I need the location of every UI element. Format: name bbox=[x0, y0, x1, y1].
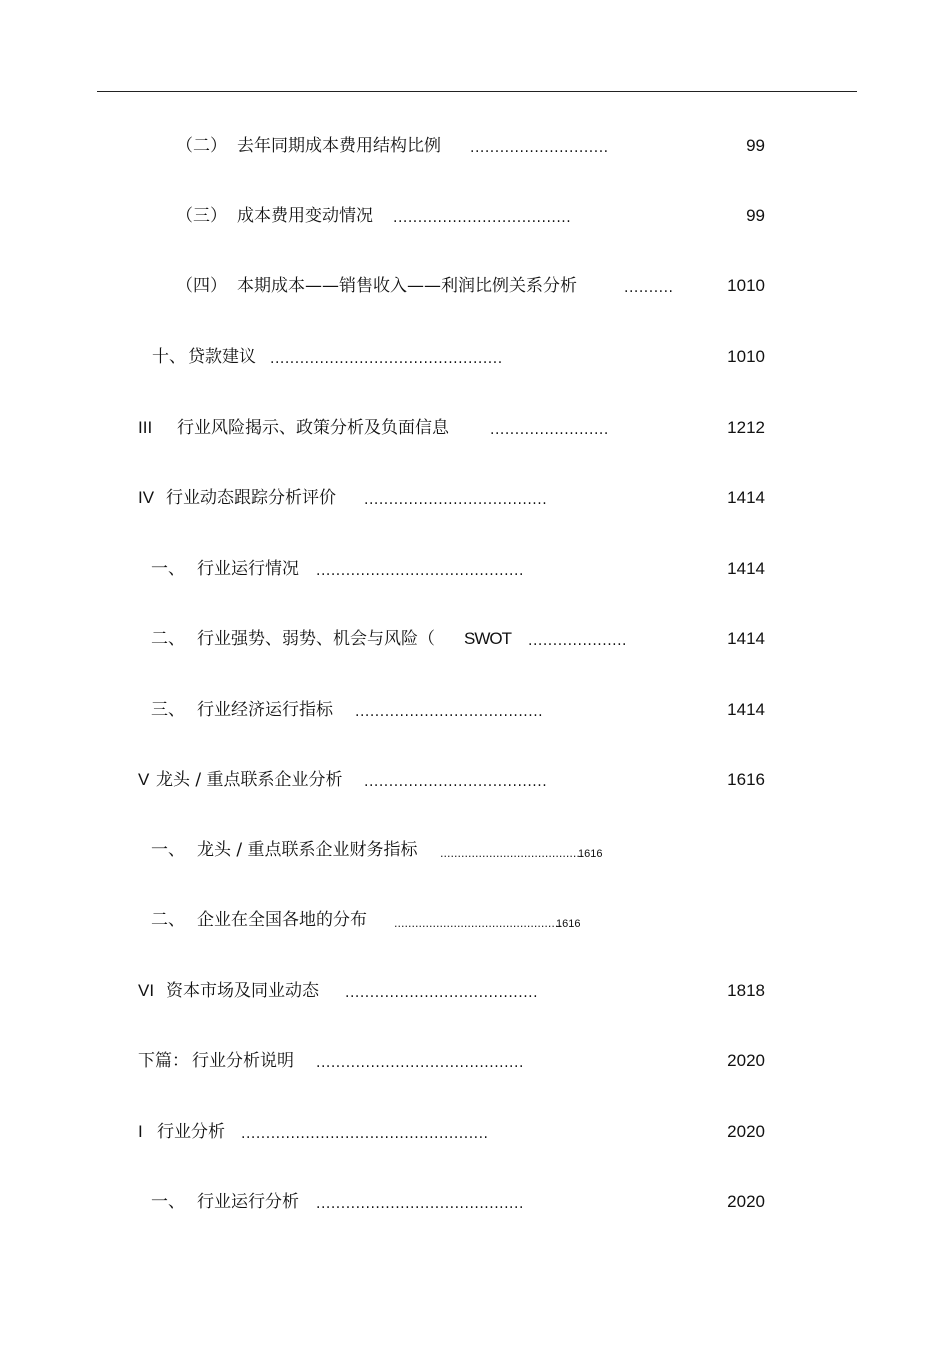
toc-entry[interactable] bbox=[0, 627, 765, 651]
toc-title: 行业经济运行指标 bbox=[197, 700, 333, 720]
toc-page: 1414 bbox=[727, 629, 765, 648]
toc-entry[interactable] bbox=[0, 345, 765, 369]
toc-number: 十、 bbox=[152, 347, 186, 367]
toc-entry[interactable] bbox=[0, 134, 765, 158]
toc-page: 2020 bbox=[727, 1192, 765, 1211]
toc-leader: ............................................... bbox=[270, 351, 503, 367]
toc-title: 贷款建议 bbox=[188, 347, 256, 367]
toc-page: 1414 bbox=[727, 700, 765, 719]
toc-number: VI bbox=[138, 981, 155, 1000]
toc-number: IV bbox=[138, 488, 155, 507]
header-rule bbox=[97, 91, 857, 92]
toc-leader: ...................................... bbox=[355, 704, 544, 720]
toc-leader: ................................................ bbox=[394, 917, 562, 930]
toc-title: 行业分析 bbox=[157, 1122, 225, 1142]
toc-leader: ......................................... bbox=[440, 847, 584, 860]
toc-title: 资本市场及同业动态 bbox=[166, 981, 319, 1001]
toc-number: 下篇： bbox=[138, 1051, 189, 1071]
toc-leader: ............................ bbox=[470, 140, 609, 156]
toc-number: III bbox=[138, 418, 153, 437]
toc-page: 1212 bbox=[727, 418, 765, 437]
toc-leader: .......... bbox=[624, 280, 674, 296]
toc-entry[interactable] bbox=[0, 486, 765, 510]
toc-leader: .......................................... bbox=[316, 1196, 524, 1212]
toc-entry[interactable] bbox=[0, 1190, 765, 1214]
toc-number: 二、 bbox=[151, 910, 185, 930]
toc-entry[interactable] bbox=[0, 557, 765, 581]
toc-page: 1616 bbox=[556, 918, 581, 930]
toc-leader: ..................................... bbox=[364, 492, 548, 508]
toc-page: 1616 bbox=[727, 770, 765, 789]
toc-page: 2020 bbox=[727, 1051, 765, 1070]
toc-entry[interactable] bbox=[0, 416, 765, 440]
toc-page: 1010 bbox=[727, 276, 765, 295]
toc-leader: ..................................... bbox=[364, 774, 548, 790]
toc-title: 行业风险揭示、政策分析及负面信息 bbox=[177, 418, 449, 438]
toc-leader: .................................................. bbox=[241, 1126, 489, 1142]
toc-title: 龙头 / 重点联系企业财务指标 bbox=[197, 840, 418, 860]
toc-entry[interactable] bbox=[0, 698, 765, 722]
toc-title: 行业分析说明 bbox=[192, 1051, 294, 1071]
toc-number: （四） bbox=[176, 276, 227, 296]
toc-page: 2020 bbox=[727, 1122, 765, 1141]
toc-page: 1010 bbox=[727, 347, 765, 366]
toc-entry[interactable] bbox=[0, 274, 765, 298]
toc-title: 行业动态跟踪分析评价 bbox=[166, 488, 336, 508]
toc-title: 龙头 / 重点联系企业分析 bbox=[156, 770, 343, 790]
toc-page: 1818 bbox=[727, 981, 765, 1000]
toc-leader: .......................................... bbox=[316, 563, 524, 579]
toc-leader: .................................... bbox=[393, 210, 572, 226]
toc-page: 99 bbox=[746, 206, 765, 225]
toc-title: 行业运行情况 bbox=[197, 559, 299, 579]
toc-number: 一、 bbox=[151, 1192, 185, 1212]
toc-entry[interactable] bbox=[0, 768, 765, 792]
toc-entry[interactable] bbox=[0, 204, 765, 228]
toc-entry[interactable] bbox=[0, 908, 765, 932]
toc-leader: .......................................... bbox=[316, 1055, 524, 1071]
toc-entry[interactable] bbox=[0, 838, 765, 862]
toc-entry[interactable] bbox=[0, 979, 765, 1003]
toc-number: （二） bbox=[176, 136, 227, 156]
toc-page: 1414 bbox=[727, 559, 765, 578]
toc-number: 一、 bbox=[151, 840, 185, 860]
toc-page: 1414 bbox=[727, 488, 765, 507]
toc-title: 企业在全国各地的分布 bbox=[197, 910, 367, 930]
toc-leader: ....................................... bbox=[345, 985, 539, 1001]
toc-title-abbrev: SWOT bbox=[464, 629, 511, 648]
toc-number: 一、 bbox=[151, 559, 185, 579]
toc-title: 行业强势、弱势、机会与风险（ bbox=[197, 629, 435, 649]
toc-number: 二、 bbox=[151, 629, 185, 649]
toc-number: 三、 bbox=[151, 700, 185, 720]
toc-page: 99 bbox=[746, 136, 765, 155]
toc-number: V bbox=[138, 770, 150, 789]
toc-number: I bbox=[138, 1122, 143, 1141]
toc-title: 去年同期成本费用结构比例 bbox=[237, 136, 441, 156]
toc-title: 成本费用变动情况 bbox=[237, 206, 373, 226]
toc-leader: ........................ bbox=[490, 422, 609, 438]
toc-entry[interactable] bbox=[0, 1120, 765, 1144]
toc-title: 本期成本——销售收入——利润比例关系分析 bbox=[237, 276, 577, 296]
toc-leader: .................... bbox=[528, 633, 628, 649]
toc-entry[interactable] bbox=[0, 1049, 765, 1073]
toc-page: 1616 bbox=[578, 848, 603, 860]
toc-number: （三） bbox=[176, 206, 227, 226]
toc-title: 行业运行分析 bbox=[197, 1192, 299, 1212]
